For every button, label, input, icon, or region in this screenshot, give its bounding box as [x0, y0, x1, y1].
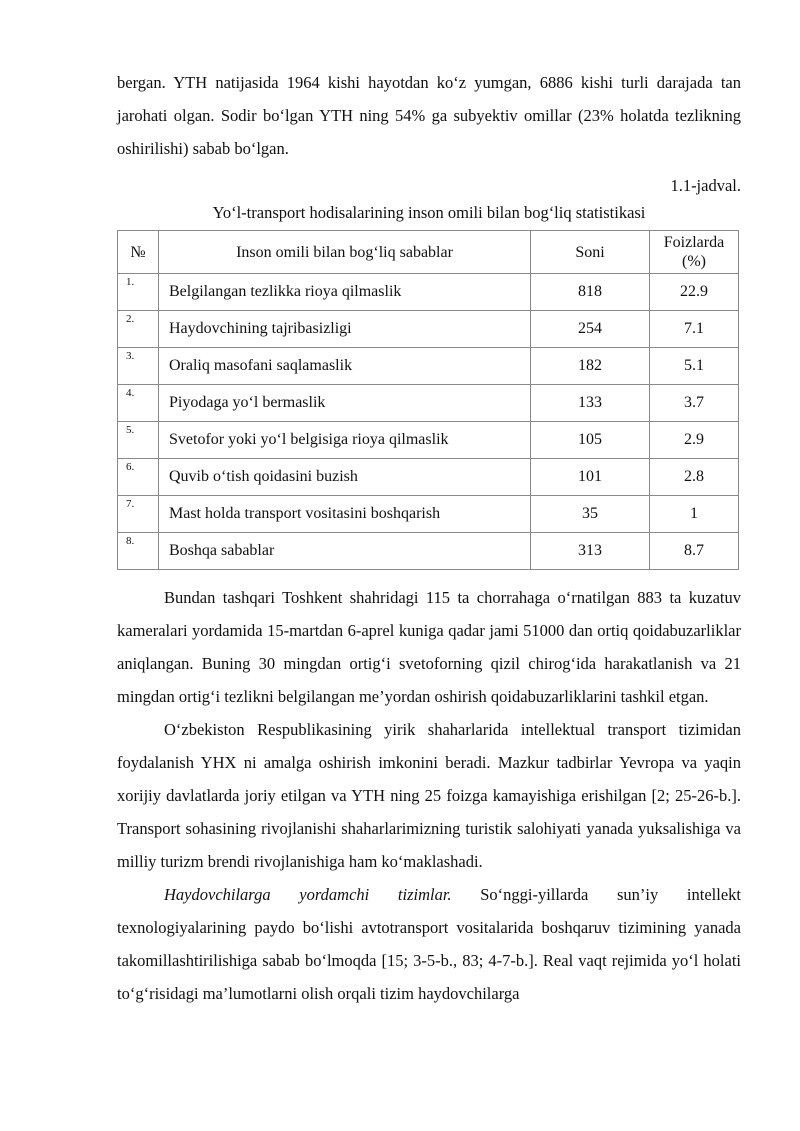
row-count: 818 — [531, 274, 650, 311]
header-reason: Inson omili bilan bog‘liq sabablar — [159, 231, 531, 274]
paragraph-assist-text: So‘nggi-yillarda sun’iy intellekt texnologiyalarining paydo bo‘lishi avtotransport vositalarida boshqaruv tizimining yanada takomillashtirilishiga sabab bo‘lmoqda [15; 3-5-b., 83; 4-7-b.]. Real vaqt rejimida yo‘l holati to‘g‘risidagi ma’lumotlarni olish orqali tizim haydovchilarga — [117, 885, 741, 1003]
intro-paragraph: bergan. YTH natijasida 1964 kishi hayotdan ko‘z yumgan, 6886 kishi turli darajada tan jarohati olgan. Sodir bo‘lgan YTH ning 54% ga subyektiv omillar (23% holatda tezlikning oshirilishi) sabab bo‘lgan. — [117, 73, 741, 158]
italic-lead: Haydovchilarga yordamchi tizimlar. — [164, 885, 452, 904]
row-reason: Mast holda transport vositasini boshqarish — [159, 496, 531, 533]
row-percent: 2.8 — [650, 459, 739, 496]
row-percent: 5.1 — [650, 348, 739, 385]
row-reason: Haydovchining tajribasizligi — [159, 311, 531, 348]
table-row — [118, 348, 739, 385]
header-count: Soni — [531, 231, 650, 274]
row-number: 1. — [118, 274, 159, 311]
row-number: 4. — [118, 385, 159, 422]
row-number: 5. — [118, 422, 159, 459]
row-number: 6. — [118, 459, 159, 496]
row-count: 254 — [531, 311, 650, 348]
row-percent: 7.1 — [650, 311, 739, 348]
table-row — [118, 459, 739, 496]
row-reason: Belgilangan tezlikka rioya qilmaslik — [159, 274, 531, 311]
paragraph-assist — [117, 878, 741, 1010]
row-percent: 2.9 — [650, 422, 739, 459]
row-count: 35 — [531, 496, 650, 533]
row-percent: 1 — [650, 496, 739, 533]
table-row — [118, 422, 739, 459]
paragraph-its: O‘zbekiston Respublikasining yirik shaharlarida intellektual transport tizimidan foydalanish YHX ni amalga oshirish imkonini beradi. Mazkur tadbirlar Yevropa va yaqin xorijiy davlatlarda joriy etilgan va YTH ning 25 foizga kamayishiga erishilgan [2; 25-26-b.]. Transport sohasining rivojlanishi shaharlarimizning turistik salohiyati yanada yuksalishiga va milliy turizm brendi rivojlanishiga ham ko‘maklashadi. — [117, 720, 741, 871]
row-reason: Piyodaga yo‘l bermaslik — [159, 385, 531, 422]
row-reason: Oraliq masofani saqlamaslik — [159, 348, 531, 385]
row-number: 8. — [118, 533, 159, 570]
row-number: 2. — [118, 311, 159, 348]
row-reason: Boshqa sabablar — [159, 533, 531, 570]
table-row — [118, 274, 739, 311]
table-header-row — [118, 231, 739, 274]
row-percent: 22.9 — [650, 274, 739, 311]
row-count: 105 — [531, 422, 650, 459]
row-count: 133 — [531, 385, 650, 422]
table-row — [118, 385, 739, 422]
row-count: 182 — [531, 348, 650, 385]
header-number: № — [118, 231, 159, 274]
statistics-table — [117, 230, 739, 570]
row-reason: Svetofor yoki yo‘l belgisiga rioya qilmaslik — [159, 422, 531, 459]
table-caption: Yo‘l-transport hodisalarining inson omili bilan bog‘liq statistikasi — [212, 203, 646, 222]
row-number: 7. — [118, 496, 159, 533]
header-percent: Foizlarda (%) — [650, 231, 739, 274]
row-reason: Quvib o‘tish qoidasini buzish — [159, 459, 531, 496]
row-count: 101 — [531, 459, 650, 496]
table-row — [118, 496, 739, 533]
document-page — [117, 66, 741, 1010]
row-count: 313 — [531, 533, 650, 570]
row-percent: 3.7 — [650, 385, 739, 422]
table-row — [118, 311, 739, 348]
paragraph-cameras: Bundan tashqari Toshkent shahridagi 115 ta chorrahaga o‘rnatilgan 883 ta kuzatuv kameralari yordamida 15-martdan 6-aprel kuniga qadar jami 51000 dan ortiq qoidabuzarliklar aniqlangan. Buning 30 mingdan ortig‘i svetoforning qizil chirog‘ida harakatlanish va 21 mingdan ortig‘i tezlikni belgilangan me’yordan oshirish qoidabuzarliklarini tashkil etgan. — [117, 588, 741, 706]
row-number: 3. — [118, 348, 159, 385]
table-number-label: 1.1-jadval. — [670, 176, 741, 195]
table-row — [118, 533, 739, 570]
row-percent: 8.7 — [650, 533, 739, 570]
